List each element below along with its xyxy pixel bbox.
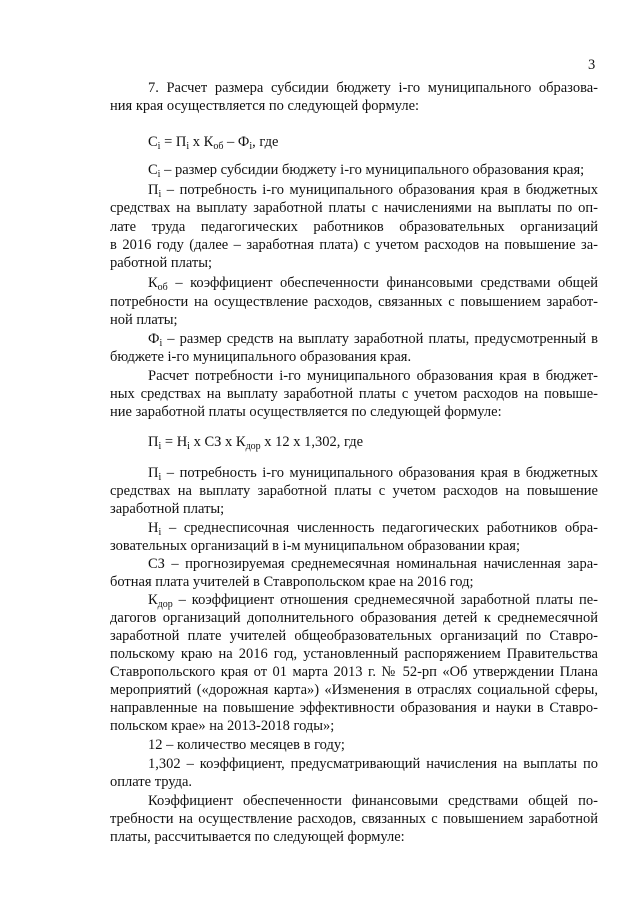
text-line: $К_{дор}$ – коэффициент отношения среднемесячной заработной платы пе- [148, 592, 598, 610]
text-line: 12 – количество месяцев в году; [148, 737, 345, 753]
text-line: $К_{об}$ – коэффициент обеспеченности финансовыми средствами общей [148, 275, 598, 293]
text-line: польском крае» на 2013-2018 годы»; [110, 718, 335, 734]
text-line: $Н_i$ – среднесписочная численность педагогических работников обра- [148, 520, 598, 538]
text-line: в 2016 году (далее – заработная плата) с учетом расходов на повышение за- [110, 237, 598, 253]
text-line: зовательных организаций в i-м муниципальном образовании края; [110, 538, 521, 554]
text-line: дагогов организаций дополнительного образования детей к среднемесячной [110, 610, 598, 626]
text-line: ботная плата учителей в Ставропольском крае на 2016 год; [110, 574, 474, 590]
text-line: средствах на выплату заработной платы с учетом расходов на повышение [110, 483, 598, 499]
text-line: Коэффициент обеспеченности финансовыми средствами общей по- [148, 793, 598, 809]
text-line: польскому краю на 2016 год, установленный распоряжением Правительства [110, 646, 598, 662]
page-number: 3 [588, 57, 596, 73]
text-line: требности на осуществление расходов, связанных с повышением заработной [110, 811, 598, 827]
text-line: $C_i = П_i$ x $К_{об} - Ф_i$, где [148, 134, 279, 152]
text-line: средствах на выплату заработной платы с начислениями на выплаты по оп- [110, 200, 598, 216]
text-line: оплате труда. [110, 774, 193, 790]
text-line: заработной платы; [110, 501, 225, 517]
text-line: заработной плате учителей общеобразовательных организаций по Ставро- [110, 628, 598, 644]
text-line: работной платы; [110, 255, 213, 271]
text-line: ния края осуществляется по следующей формуле: [110, 98, 420, 114]
text-line: $C_i$ – размер субсидии бюджету i-го муниципального образования края; [148, 162, 585, 180]
text-line: $П_i$ – потребность i-го муниципального образования края в бюджетных [148, 182, 598, 200]
text-line: направленные на повышение эффективности образования и науки в Ставро- [110, 700, 598, 716]
text-line: мероприятий («дорожная карта») «Изменения в отраслях социальной сферы, [110, 682, 598, 698]
text-line: лате труда педагогических работников образовательных организаций [110, 219, 598, 235]
text-line: 7. Расчет размера субсидии бюджету i-го муниципального образова- [148, 80, 598, 96]
text-line: $Ф_i$ – размер средств на выплату заработной платы, предусмотренный в [148, 331, 598, 349]
text-line: бюджете i-го муниципального образования края. [110, 349, 412, 365]
text-line: Ставропольского края от 01 марта 2013 г. № 52-рп «Об утверждении Плана [110, 664, 598, 680]
text-line: потребности на осуществление расходов, связанных с повышением заработ- [110, 294, 598, 310]
text-line: ных средствах на выплату заработной платы с учетом расходов на повыше- [110, 386, 598, 402]
text-line: ние заработной платы осуществляется по следующей формуле: [110, 404, 502, 420]
text-line: СЗ – прогнозируемая среднемесячная номинальная начисленная зара- [148, 556, 598, 572]
text-line: $П_i = Н_i$ x СЗ x $К_{дор}$ x 12 x 1,302, где [148, 434, 364, 452]
text-line: 1,302 – коэффициент, предусматривающий начисления на выплаты по [148, 756, 598, 772]
text-line: ной платы; [110, 312, 178, 328]
text-line: Расчет потребности i-го муниципального образования края в бюджет- [148, 368, 598, 384]
text-line: $П_i$ – потребность i-го муниципального образования края в бюджетных [148, 465, 598, 483]
text-line: платы, рассчитывается по следующей формуле: [110, 829, 405, 845]
